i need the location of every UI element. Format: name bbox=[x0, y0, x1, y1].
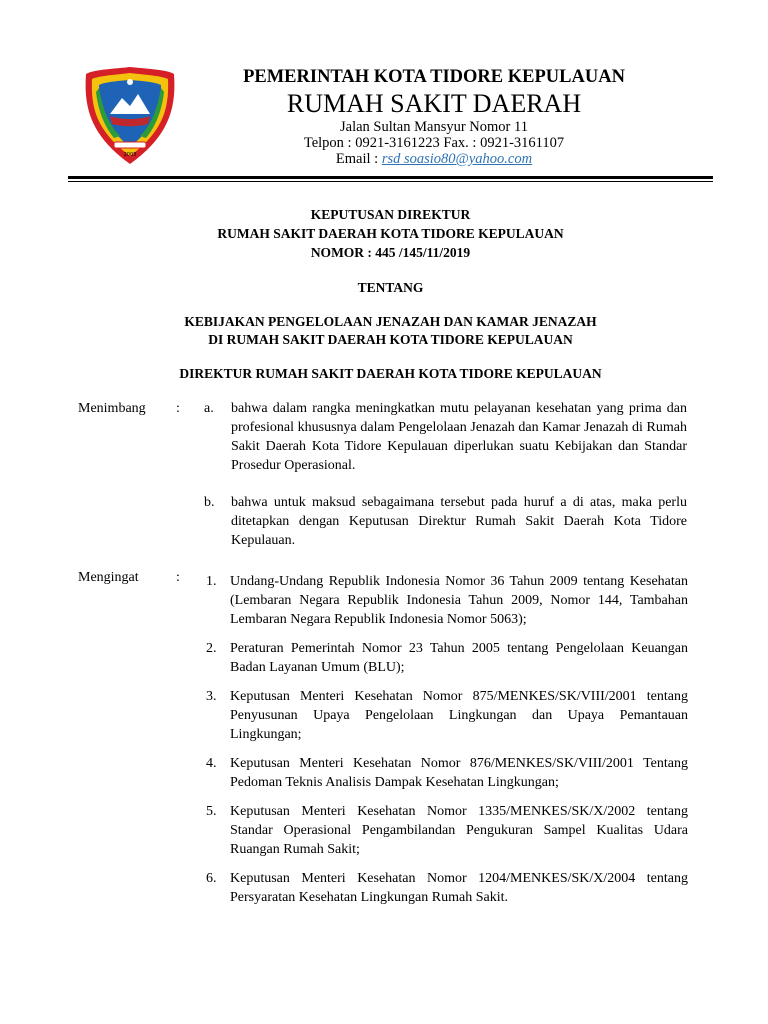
hospital-address: Jalan Sultan Mansyur Nomor 11 bbox=[340, 119, 528, 135]
menimbang-marker-a: a. bbox=[204, 401, 214, 416]
decree-title: KEPUTUSAN DIREKTUR bbox=[310, 207, 471, 222]
list-item-text: Keputusan Menteri Kesehatan Nomor 1204/MENKES/SK/X/2004 tentang Persyaratan Kesehatan Lingkungan Rumah Sakit. bbox=[230, 871, 688, 905]
list-item bbox=[200, 754, 688, 792]
hospital-email-line bbox=[196, 152, 672, 167]
list-item-text: Keputusan Menteri Kesehatan Nomor 1335/MENKES/SK/X/2002 tentang Standar Operasional Pengambilandan Pengukuran Sampel Kualitas Udara Ruangan Rumah Sakit; bbox=[230, 804, 688, 857]
mengingat-colon: : bbox=[176, 570, 180, 585]
decree-issuer: DIREKTUR RUMAH SAKIT DAERAH KOTA TIDORE KEPULAUAN bbox=[179, 366, 602, 381]
hospital-phone-fax: Telpon : 0921-3161223 Fax. : 0921-3161107 bbox=[303, 135, 565, 151]
list-item-number: 3. bbox=[206, 689, 217, 704]
menimbang-item-b: bahwa untuk maksud sebagaimana tersebut pada huruf a di atas, maka perlu ditetapkan dengan Keputusan Direktur Rumah Sakit Daerah Kota Tidore Kepulauan. bbox=[231, 495, 687, 548]
list-item bbox=[200, 802, 688, 859]
list-item-text: Peraturan Pemerintah Nomor 23 Tahun 2005 tentang Pengelolaan Keuangan Badan Layanan Umum (BLU); bbox=[230, 641, 688, 675]
list-item-text: Keputusan Menteri Kesehatan Nomor 875/MENKES/SK/VIII/2001 tentang Penyusunan Upaya Pengelolaan Lingkungan dan Upaya Pemantauan Lingkungan; bbox=[230, 689, 688, 742]
list-item bbox=[200, 572, 688, 629]
decree-institution: RUMAH SAKIT DAERAH KOTA TIDORE KEPULAUAN bbox=[217, 226, 564, 241]
menimbang-item-a: bahwa dalam rangka meningkatkan mutu pelayanan kesehatan yang prima dan profesional khususnya dalam Pengelolaan Jenazah dan Kamar Jenazah di Rumah Sakit Daerah Kota Tidore Kepulauan diperlukan suatu Kebijakan dan Standar Prosedur Operasional. bbox=[231, 401, 687, 473]
menimbang-label: Menimbang bbox=[78, 401, 146, 416]
decree-subject-line1: KEBIJAKAN PENGELOLAAN JENAZAH DAN KAMAR JENAZAH bbox=[184, 314, 597, 329]
city-emblem-logo bbox=[80, 64, 180, 168]
decree-about: TENTANG bbox=[357, 280, 424, 295]
email-link[interactable]: rsd soasio80@yahoo.com bbox=[381, 151, 533, 167]
list-item-number: 4. bbox=[206, 756, 217, 771]
menimbang-colon: : bbox=[176, 401, 180, 416]
government-name: PEMERINTAH KOTA TIDORE KEPULAUAN bbox=[243, 67, 625, 87]
list-item bbox=[200, 639, 688, 677]
list-item-text: Keputusan Menteri Kesehatan Nomor 876/MENKES/SK/VIII/2001 Tentang Pedoman Teknis Analisis Dampak Kesehatan Lingkungan; bbox=[230, 756, 688, 790]
decree-number: NOMOR : 445 /145/11/2019 bbox=[310, 245, 471, 260]
email-label: Email : bbox=[335, 151, 382, 167]
mengingat-label: Mengingat bbox=[78, 570, 139, 585]
hospital-name: RUMAH SAKIT DAERAH bbox=[286, 89, 582, 118]
mengingat-list bbox=[200, 572, 688, 907]
letterhead-divider-thick bbox=[68, 176, 713, 179]
list-item bbox=[200, 687, 688, 744]
list-item-number: 5. bbox=[206, 804, 217, 819]
list-item-number: 6. bbox=[206, 871, 217, 886]
list-item-number: 2. bbox=[206, 641, 217, 656]
list-item-number: 1. bbox=[206, 574, 217, 589]
list-item bbox=[200, 869, 688, 907]
list-item-text: Undang-Undang Republik Indonesia Nomor 36 Tahun 2009 tentang Kesehatan (Lembaran Negara Republik Indonesia Tahun 2009, Nomor 144, Tambahan Lembaran Negara Republik Indonesia Nomor 5063); bbox=[230, 574, 688, 627]
logo-year-text: 2003 bbox=[123, 152, 137, 158]
letterhead-divider-thin bbox=[68, 181, 713, 182]
decree-subject-line2: DI RUMAH SAKIT DAERAH KOTA TIDORE KEPULAUAN bbox=[208, 332, 573, 347]
menimbang-marker-b: b. bbox=[204, 495, 215, 510]
